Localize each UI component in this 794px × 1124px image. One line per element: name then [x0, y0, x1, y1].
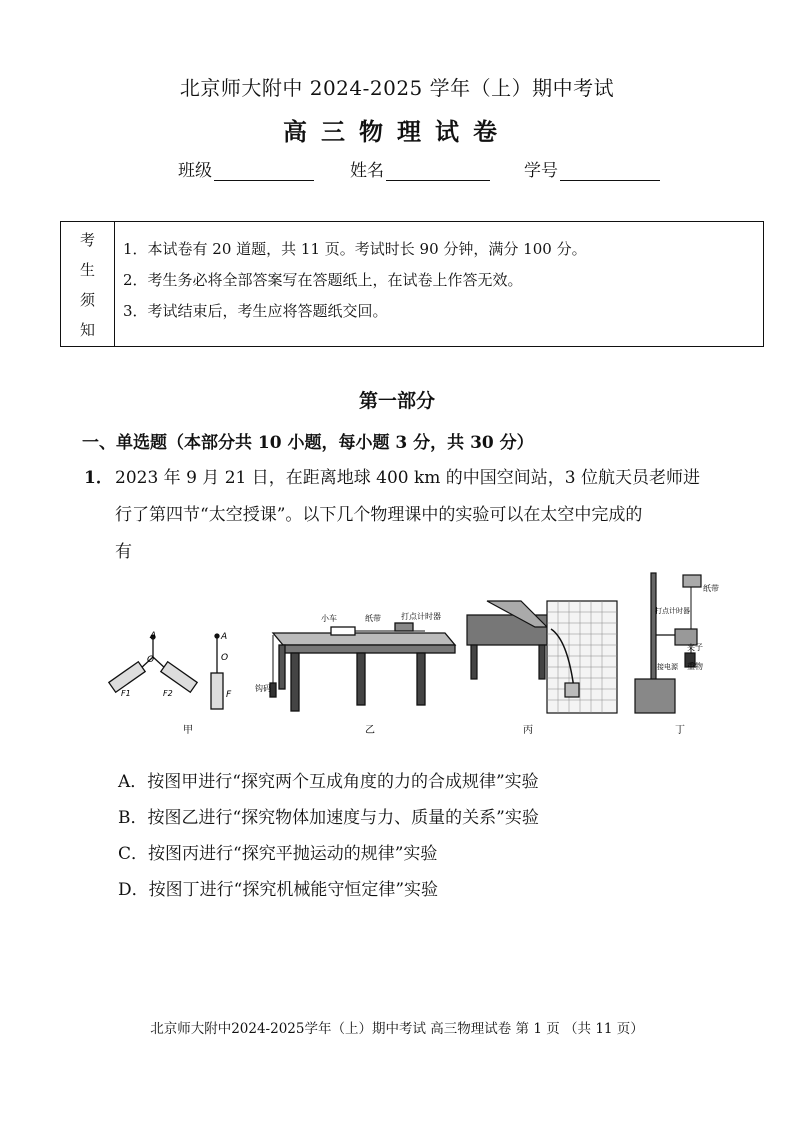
section-title: 一、单选题（本部分共 10 小题，每小题 3 分，共 30 分）	[82, 433, 534, 453]
name-blank[interactable]	[386, 162, 490, 181]
option-b[interactable]: B．按图乙进行“探究物体加速度与力、质量的关系”实验	[118, 808, 539, 828]
option-c[interactable]: C．按图丙进行“探究平抛运动的规律”实验	[118, 844, 438, 864]
question-number: 1．	[84, 468, 113, 488]
school-exam-title: 北京师大附中 2024-2025 学年（上）期中考试	[179, 76, 615, 100]
figure-ding-label-tape: 纸带	[703, 584, 719, 593]
notice-item: 3．考试结束后，考生应将答题纸交回。	[123, 302, 388, 320]
student-id-blank[interactable]	[560, 162, 660, 181]
experiment-figures	[95, 565, 719, 745]
figure-ding-caption: 丁	[675, 725, 685, 736]
notice-item: 1．本试卷有 20 道题，共 11 页。考试时长 90 分钟，满分 100 分。	[123, 240, 587, 258]
class-label: 班级	[178, 161, 212, 181]
figure-jia-label-f2: F2	[163, 689, 173, 698]
question-stem-line: 有	[115, 542, 132, 562]
figure-jia-label-a: A	[150, 631, 157, 641]
notice-label-char: 须	[79, 290, 95, 309]
notice-label-char: 考	[79, 230, 95, 249]
notice-item: 2．考生务必将全部答案写在答题纸上，在试卷上作答无效。	[123, 271, 523, 289]
option-d[interactable]: D．按图丁进行“探究机械能守恒定律”实验	[118, 880, 439, 900]
name-label: 姓名	[350, 161, 384, 181]
notice-items	[115, 222, 587, 346]
page-footer: 北京师大附中2024-2025学年（上）期中考试 高三物理试卷 第 1 页 （共 11 页）	[150, 1021, 644, 1037]
figure-ding-label-clip: 夹子	[687, 643, 703, 652]
figure-yi-label-tape: 纸带	[365, 614, 381, 623]
figure-jia-label-o: O	[147, 655, 155, 665]
figure-yi-label-hook: 钩码	[255, 684, 271, 693]
figure-yi	[270, 623, 455, 711]
question-stem-line: 行了第四节“太空授课”。以下几个物理课中的实验可以在太空中完成的	[115, 505, 643, 525]
class-field	[178, 156, 314, 181]
notice-label-char: 知	[79, 320, 95, 339]
part-title: 第一部分	[358, 390, 435, 412]
paper-title: 高三物理试卷	[283, 117, 511, 146]
student-id-field	[524, 156, 660, 181]
figure-yi-caption: 乙	[365, 725, 375, 736]
figure-jia-caption: 甲	[183, 725, 193, 736]
figure-yi-label-timer: 打点计时器	[401, 612, 441, 621]
figure-jia-label-o2: O	[221, 653, 229, 663]
figure-ding-label-weight: 重物	[687, 662, 703, 671]
question-stem-line: 2023 年 9 月 21 日，在距离地球 400 km 的中国空间站，3 位航天员老师进	[115, 468, 701, 488]
figure-ding-label-power: 接电源	[657, 663, 678, 671]
name-field	[350, 156, 490, 181]
figure-jia-label-a2: A	[221, 632, 228, 642]
figure-jia-label-f1: F1	[121, 689, 131, 698]
figure-ding-label-timer: 打点计时器	[655, 607, 690, 615]
option-a[interactable]: A．按图甲进行“探究两个互成角度的力的合成规律”实验	[118, 772, 539, 792]
notice-label-char: 生	[79, 260, 95, 279]
notice-label	[61, 222, 115, 346]
student-info-row	[178, 156, 660, 181]
exam-notice-box	[60, 221, 764, 347]
figure-bing-caption: 丙	[523, 725, 533, 736]
figure-bing	[467, 601, 617, 713]
student-id-label: 学号	[524, 161, 558, 181]
figure-yi-label-cart: 小车	[321, 614, 337, 623]
class-blank[interactable]	[214, 162, 314, 181]
figure-jia-label-f: F	[226, 690, 232, 700]
